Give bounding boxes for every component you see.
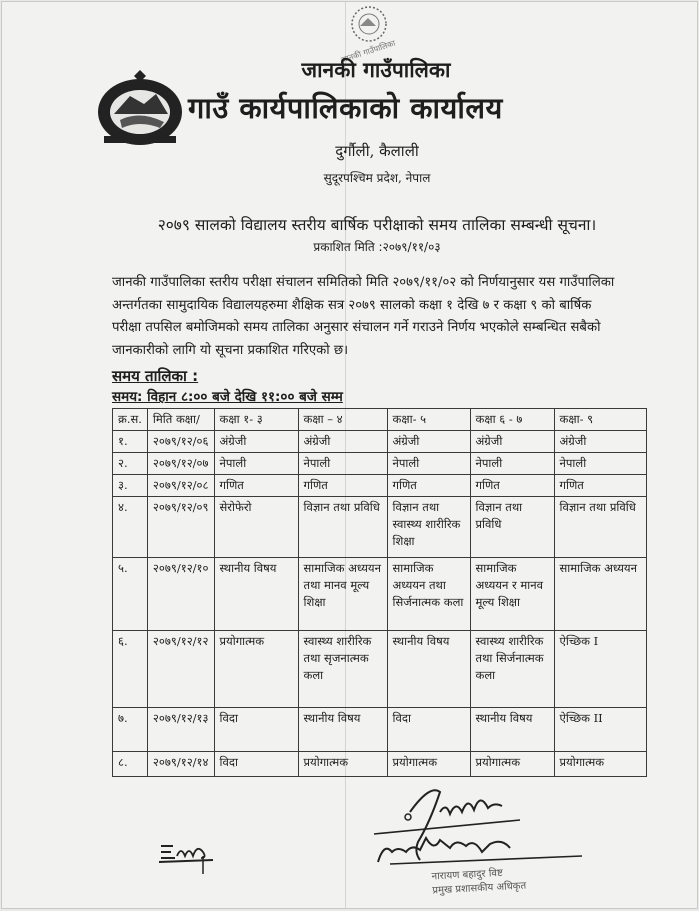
- table-cell: स्वास्थ्य शारीरिक तथा सिर्जनात्मक कला: [470, 631, 554, 708]
- table-cell: गणित: [298, 475, 387, 497]
- notice-page: [1, 1, 698, 909]
- exam-schedule-table: [112, 408, 647, 777]
- table-cell: २०७९/१२/०९: [147, 497, 214, 558]
- table-cell: अंग्रेजी: [470, 431, 554, 453]
- table-cell: प्रयोगात्मक: [214, 631, 298, 708]
- table-cell: ८.: [113, 752, 148, 777]
- table-cell: २०७९/१२/१३: [147, 708, 214, 752]
- table-header-row: [113, 409, 647, 431]
- column-header: मिति कक्षा/: [147, 409, 214, 431]
- table-cell: स्थानीय विषय: [298, 708, 387, 752]
- table-cell: नेपाली: [554, 453, 646, 475]
- table-cell: सामाजिक अध्ययन तथा मानव मूल्य शिक्षा: [298, 558, 387, 631]
- table-cell: विज्ञान तथा स्वास्थ्य शारीरिक शिक्षा: [387, 497, 470, 558]
- table-cell: गणित: [387, 475, 470, 497]
- notice-body: [112, 272, 652, 362]
- table-cell: अंग्रेजी: [554, 431, 646, 453]
- body-line: अन्तर्गतका सामुदायिक विद्यालयहरुमा शैक्षिक सत्र २०७९ सालको कक्षा १ देखि ७ र कक्षा ९ को बार्षिक: [112, 297, 592, 313]
- table-cell: विदा: [387, 708, 470, 752]
- table-cell: २०७९/१२/०७: [147, 453, 214, 475]
- officer-block: [431, 866, 526, 899]
- nepal-emblem-icon: [94, 70, 186, 148]
- table-cell: सेरोफेरो: [214, 497, 298, 558]
- table-cell: विज्ञान तथा प्रविधि: [298, 497, 387, 558]
- officer-name: नारायण बहादुर विष्ट: [431, 867, 504, 883]
- table-cell: नेपाली: [387, 453, 470, 475]
- schedule-heading: समय तालिका :: [112, 367, 199, 385]
- table-cell: नेपाली: [470, 453, 554, 475]
- table-cell: स्थानीय विषय: [470, 708, 554, 752]
- table-cell: नेपाली: [298, 453, 387, 475]
- column-header: कक्षा – ४: [298, 409, 387, 431]
- body-line: जानकी गाउँपालिका स्तरीय परीक्षा संचालन समितिको मिति २०७९/११/०२ को निर्णयानुसार यस गाउँपालिका: [112, 275, 615, 290]
- table-cell: विदा: [214, 708, 298, 752]
- table-row: [113, 453, 647, 475]
- table-cell: ७.: [113, 708, 148, 752]
- column-header: क्र.स.: [113, 409, 148, 431]
- table-cell: ५.: [113, 558, 148, 631]
- table-cell: स्थानीय विषय: [214, 558, 298, 631]
- office-location: दुर्गौली, कैलाली: [335, 142, 419, 160]
- table-cell: सामाजिक अध्ययन र मानव मूल्य शिक्षा: [470, 558, 554, 631]
- table-cell: स्वास्थ्य शारीरिक तथा सृजनात्मक कला: [298, 631, 387, 708]
- table-row: [113, 558, 647, 631]
- table-cell: विज्ञान तथा प्रविधि: [470, 497, 554, 558]
- table-cell: गणित: [214, 475, 298, 497]
- table-cell: प्रयोगात्मक: [470, 752, 554, 777]
- column-header: कक्षा- ९: [554, 409, 646, 431]
- table-cell: ४.: [113, 497, 148, 558]
- table-cell: २.: [113, 453, 148, 475]
- table-cell: विदा: [214, 752, 298, 777]
- stamp-text: जानकी गाउँपालिका: [339, 38, 397, 65]
- column-header: कक्षा १- ३: [214, 409, 298, 431]
- table-cell: विज्ञान तथा प्रविधि: [554, 497, 646, 558]
- table-cell: ऐच्छिक I: [554, 631, 646, 708]
- table-cell: ६.: [113, 631, 148, 708]
- table-cell: स्थानीय विषय: [387, 631, 470, 708]
- table-cell: अंग्रेजी: [387, 431, 470, 453]
- table-row: [113, 497, 647, 558]
- officer-signature-icon: [370, 782, 585, 882]
- table-cell: प्रयोगात्मक: [554, 752, 646, 777]
- notice-title: २०७९ सालको विद्यालय स्तरीय बार्षिक परीक्षाको समय तालिका सम्बन्धी सूचना।: [157, 216, 597, 234]
- table-cell: नेपाली: [214, 453, 298, 475]
- office-province: सुदूरपश्चिम प्रदेश, नेपाल: [323, 171, 431, 185]
- municipality-name: जानकी गाउँपालिका: [301, 58, 451, 82]
- office-name: गाउँ कार्यपालिकाको कार्यालय: [188, 91, 503, 125]
- table-cell: प्रयोगात्मक: [298, 752, 387, 777]
- table-cell: १.: [113, 431, 148, 453]
- initial-signature-icon: [157, 838, 217, 878]
- table-cell: गणित: [470, 475, 554, 497]
- column-header: कक्षा ६ - ७: [470, 409, 554, 431]
- table-row: [113, 631, 647, 708]
- officer-designation: प्रमुख प्रशासकीय अधिकृत: [432, 880, 527, 897]
- table-cell: सामाजिक अध्ययन: [554, 558, 646, 631]
- table-cell: ३.: [113, 475, 148, 497]
- table-row: [113, 475, 647, 497]
- table-cell: गणित: [554, 475, 646, 497]
- table-cell: सामाजिक अध्ययन तथा सिर्जनात्मक कला: [387, 558, 470, 631]
- body-line: परीक्षा तपसिल बमोजिमको समय तालिका अनुसार संचालन गर्ने गराउने निर्णय भएकोले सम्बन्धित सबैको: [112, 320, 601, 335]
- schedule-time: समय: विहान ८:०० बजे देखि ११:०० बजे सम्म: [112, 389, 343, 405]
- table-cell: २०७९/१२/१०: [147, 558, 214, 631]
- table-cell: २०७९/१२/०८: [147, 475, 214, 497]
- table-cell: अंग्रेजी: [214, 431, 298, 453]
- body-line: जानकारीको लागि यो सूचना प्रकाशित गरिएको छ।: [112, 342, 349, 358]
- table-cell: २०७९/१२/१४: [147, 752, 214, 777]
- table-row: [113, 752, 647, 777]
- table-cell: २०७९/१२/१२: [147, 631, 214, 708]
- table-cell: २०७९/१२/०६: [147, 431, 214, 453]
- column-header: कक्षा- ५: [387, 409, 470, 431]
- table-row: [113, 431, 647, 453]
- table-cell: प्रयोगात्मक: [387, 752, 470, 777]
- table-cell: ऐच्छिक II: [554, 708, 646, 752]
- table-cell: अंग्रेजी: [298, 431, 387, 453]
- published-date: प्रकाशित मिति :२०७९/११/०३: [313, 240, 441, 254]
- table-row: [113, 708, 647, 752]
